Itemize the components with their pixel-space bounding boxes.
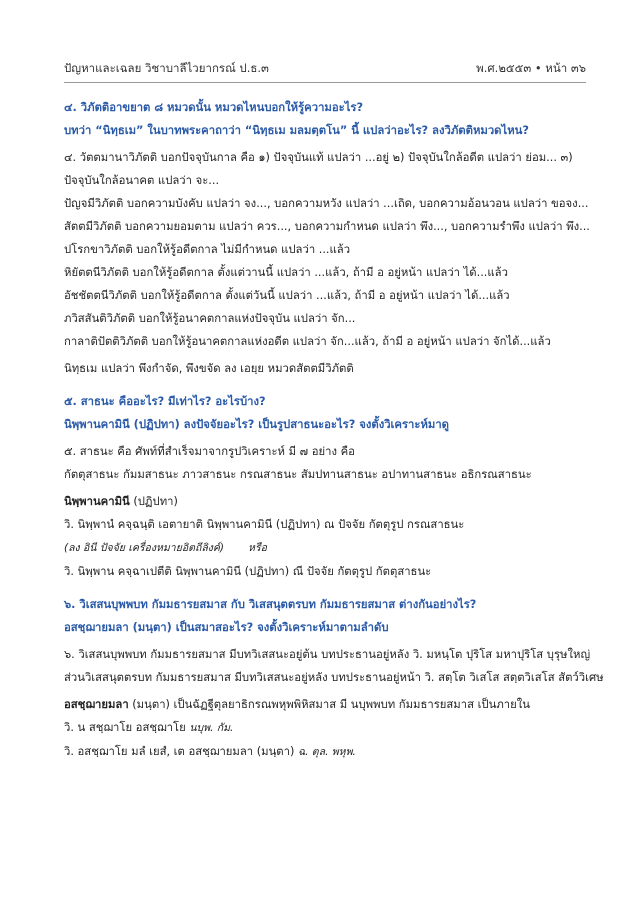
- answer-6-term-rest: (มนฺตา) เป็นฉัฏฐีตุลยาธิกรณพหุพพิหิสมาส มี นบุพพบท กัมมธารยสมาส เป็นภายใน: [128, 698, 530, 711]
- answer-4-line: หิยัตตนีวิภัตติ บอกให้รู้อดีตกาล ตั้งแต่วานนี้ แปลว่า ...แล้ว, ถ้ามี อ อยู่หน้า แปลว่า ได้...แล้ว: [64, 266, 508, 279]
- answer-6-analysis-1: [64, 716, 598, 740]
- question-6-line-2: อสชฺฌายมลา (มนฺตา) เป็นสมาสอะไร? จงตั้งวิเคราะห์มาตามลำดับ: [64, 621, 389, 634]
- answer-4-line: อัชชัตตนีวิภัตติ บอกให้รู้อดีตกาล ตั้งแต่วันนี้ แปลว่า ...แล้ว, ถ้ามี อ อยู่หน้า แปลว่า ได้...แล้ว: [64, 289, 510, 302]
- answer-5-line-2: กัตตุสาธนะ กัมมสาธนะ ภาวสาธนะ กรณสาธนะ สัมปทานสาธนะ อปาทานสาธนะ อธิกรณสาธนะ: [64, 468, 532, 481]
- question-4-line-2: บทว่า “นิทฺธเม” ในบาทพระคาถาว่า “นิทฺธเม มลมตฺตโน” นี้ แปลว่าอะไร? ลงวิภัตติหมวดไหน?: [64, 124, 529, 137]
- answer-4-line: สัตตมีวิภัตติ บอกความยอมตาม แปลว่า ควร..., บอกความกำหนด แปลว่า พึง..., บอกความรำพึง แปลว่า พึง...: [64, 220, 590, 233]
- answer-6-analysis-2-text: วิ. อสชฺฌาโย มลํ เยสํ, เต อสชฺฌายมลา (มนฺตา): [64, 745, 298, 758]
- answer-6-term: อสชฺฌายมลา: [64, 698, 129, 711]
- page-header: [64, 60, 586, 78]
- answer-5-note-or: หรือ: [248, 542, 267, 554]
- answer-5-line-1: ๕. สาธนะ คือ ศัพท์ที่สำเร็จมาจากรูปวิเคราะห์ มี ๗ อย่าง คือ: [64, 445, 355, 458]
- answer-4-line: ปัจจุบันใกล้อนาคต แปลว่า จะ...: [64, 174, 220, 187]
- question-5-line-1: ๕. สาธนะ คืออะไร? มีเท่าไร? อะไรบ้าง?: [64, 395, 266, 408]
- answer-5-analysis-2: วิ. นิพฺพาน คจฺฉาเปตีติ นิพฺพานคามินี (ปฏิปทา) ณี ปัจจัย กัตตุรูป กัตตุสาธนะ: [64, 565, 432, 578]
- answer-5-note-line: [64, 536, 598, 560]
- header-title: ปัญหาและเฉลย วิชาบาลีไวยากรณ์ ป.ธ.๓: [64, 61, 269, 75]
- answer-5-term: นิพฺพานคามินี: [64, 495, 130, 508]
- answer-5-term-line: [64, 490, 598, 513]
- answer-5-note: (ลง อินี ปัจจัย เครื่องหมายอิตถีลิงค์): [64, 542, 225, 554]
- question-6-line-1: ๖. วิเสสนบุพพบท กัมมธารยสมาส กับ วิเสสนุตตรบท กัมมธารยสมาส ต่างกันอย่างไร?: [64, 598, 477, 611]
- answer-4-line: กาลาติปัตติวิภัตติ บอกให้รู้อนาคตกาลแห่งอดีต แปลว่า จัก...แล้ว, ถ้ามี อ อยู่หน้า แปลว่า จักได้...แล้ว: [64, 335, 551, 348]
- question-4-line-1: ๔. วิภัตติอาขยาต ๘ หมวดนั้น หมวดไหนบอกให้รู้ความอะไร?: [64, 101, 364, 114]
- answer-6-analysis-1-text: วิ. น สชฺฌาโย อสชฺฌาโย: [64, 721, 190, 734]
- answer-6-line-1: ๖. วิเสสนบุพพบท กัมมธารยสมาส มีบทวิเสสนะอยู่ต้น บทประธานอยู่หลัง วิ. มหนฺโต ปุริโส มหาปุริโส บุรุษใหญ่: [64, 648, 591, 661]
- document-body: [64, 96, 604, 764]
- answer-6-line-2: ส่วนวิเสสนุตตรบท กัมมธารยสมาส มีบทวิเสสนะอยู่หลัง บทประธานอยู่หน้า วิ. สตฺโต วิเสโส สตฺตวิเสโส สัตว์วิเศษ: [64, 671, 604, 684]
- header-divider: [64, 82, 586, 83]
- answer-6-analysis-1-note: นบุพ. กัม.: [189, 722, 234, 734]
- answer-6-term-line: [64, 693, 598, 716]
- answer-4-line: ปัญจมีวิภัตติ บอกความบังคับ แปลว่า จง..., บอกความหวัง แปลว่า ...เถิด, บอกความอ้อนวอน แปลว่า ขอจง...: [64, 197, 589, 210]
- answer-4-line: ปโรกขาวิภัตติ บอกให้รู้อดีตกาล ไม่มีกำหนด แปลว่า ...แล้ว: [64, 243, 351, 256]
- header-page-number: พ.ศ.๒๕๕๓ • หน้า ๓๖: [476, 61, 586, 75]
- answer-4-line: ๔. วัตตมานาวิภัตติ บอกปัจจุบันกาล คือ ๑) ปัจจุบันแท้ แปลว่า ...อยู่ ๒) ปัจจุบันใกล้อดีต แปลว่า ย่อม... ๓): [64, 151, 573, 164]
- answer-6-analysis-2-note: ฉ. ตุล. พหุพ.: [297, 746, 356, 758]
- answer-5-analysis-1: วิ. นิพฺพานํ คจฺฉนฺติ เอตายาติ นิพฺพานคามินี (ปฏิปทา) ณ ปัจจัย กัตตุรูป กรณสาธนะ: [64, 518, 465, 531]
- answer-4-line: ภวิสสันติวิภัตติ บอกให้รู้อนาคตกาลแห่งปัจจุบัน แปลว่า จัก...: [64, 312, 356, 325]
- answer-4-part-2: นิทฺธเม แปลว่า พึงกำจัด, พึงขจัด ลง เอยฺย หมวดสัตตมีวิภัตติ: [64, 362, 354, 375]
- answer-6-analysis-2: [64, 740, 598, 764]
- question-5-line-2: นิพฺพานคามินี (ปฏิปทา) ลงปัจจัยอะไร? เป็นรูปสาธนะอะไร? จงตั้งวิเคราะห์มาดู: [64, 418, 450, 431]
- answer-5-term-rest: (ปฏิปทา): [129, 495, 178, 508]
